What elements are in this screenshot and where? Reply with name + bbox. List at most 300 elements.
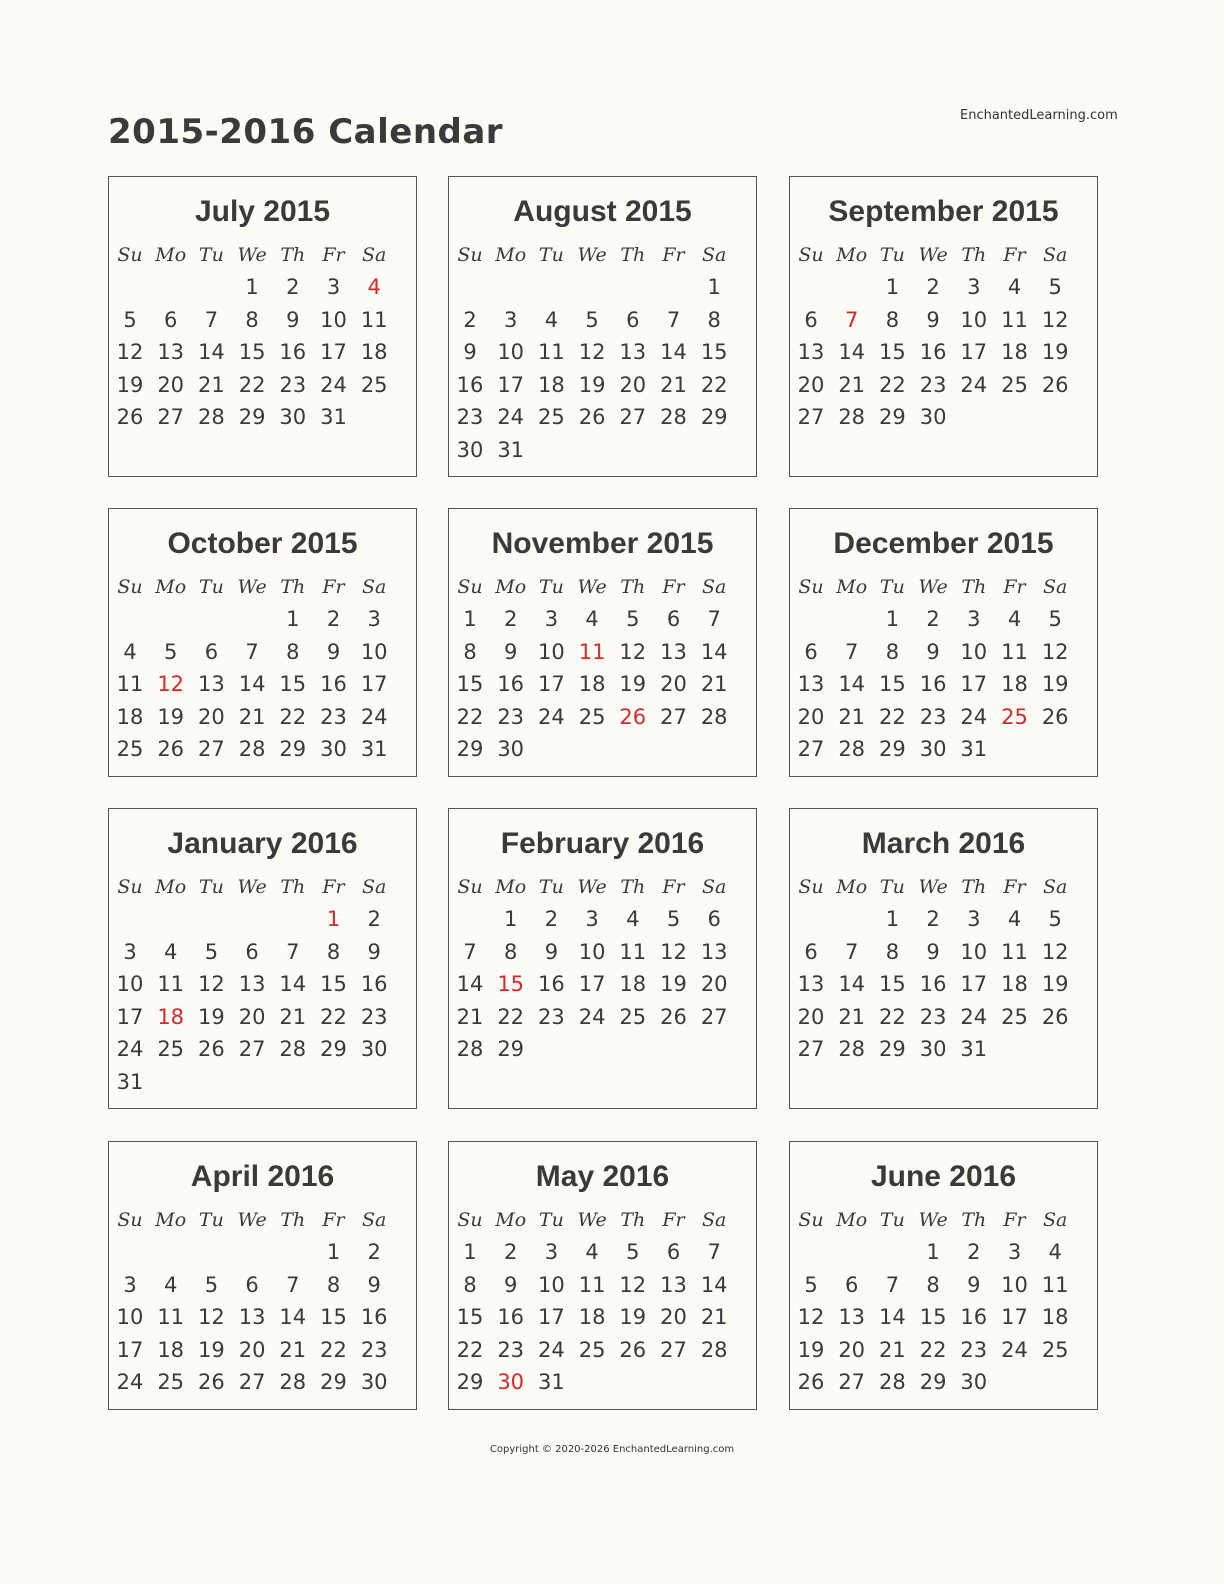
date-cell: 21: [660, 372, 687, 397]
date-cell: 1: [463, 1240, 477, 1264]
weekday-label: Tu: [198, 576, 224, 598]
date-cell: 3: [123, 1272, 137, 1297]
date-cell: 6: [245, 939, 259, 964]
date-cell: 5: [123, 307, 137, 332]
date-cell: 29: [497, 1037, 525, 1062]
holiday-date: 15: [497, 972, 525, 997]
date-cell: 4: [544, 307, 559, 332]
date-cell: 7: [245, 639, 259, 664]
date-cell: 2: [926, 607, 940, 631]
date-cell: 29: [320, 1370, 347, 1395]
weekday-label: We: [918, 576, 948, 598]
date-cell: 7: [707, 607, 721, 631]
date-cell: 18: [578, 672, 606, 697]
weekday-label: We: [577, 576, 607, 598]
date-cell: 14: [838, 340, 866, 365]
weekday-label: Fr: [322, 576, 345, 598]
date-cell: 12: [660, 939, 687, 964]
date-cell: 16: [919, 340, 947, 365]
date-cell: 11: [578, 1272, 606, 1297]
date-cell: 27: [198, 737, 225, 762]
month-title: April 2016: [190, 1160, 335, 1193]
date-cell: 22: [700, 372, 728, 397]
date-cell: 13: [797, 972, 825, 997]
date-cell: 2: [926, 907, 940, 931]
date-cell: 16: [919, 672, 947, 697]
weekday-label: We: [918, 244, 948, 266]
weekday-label: Fr: [1003, 876, 1026, 898]
holiday-date: 26: [619, 704, 647, 729]
date-cell: 10: [960, 639, 988, 664]
date-cell: 7: [286, 939, 300, 964]
date-cell: 5: [204, 1272, 219, 1297]
date-cell: 28: [838, 1037, 866, 1062]
date-cell: 30: [360, 1370, 388, 1395]
date-cell: 5: [1048, 607, 1062, 631]
date-cell: 9: [926, 639, 940, 664]
date-cell: 4: [164, 1272, 178, 1297]
date-cell: 10: [960, 939, 988, 964]
weekday-label: Sa: [362, 1209, 387, 1231]
date-cell: 2: [504, 1240, 518, 1264]
date-cell: 8: [326, 1272, 341, 1297]
date-cell: 25: [1041, 1337, 1069, 1362]
weekday-label: Mo: [155, 244, 187, 266]
weekday-label: Fr: [662, 876, 685, 898]
weekday-label: Su: [457, 576, 483, 598]
date-cell: 23: [320, 704, 347, 729]
date-cell: 25: [619, 1004, 647, 1029]
date-cell: 15: [320, 1305, 347, 1330]
weekday-label: Tu: [538, 876, 564, 898]
date-cell: 29: [238, 405, 266, 430]
date-cell: 23: [360, 1337, 388, 1362]
date-cell: 6: [804, 639, 818, 664]
date-cell: 23: [538, 1004, 565, 1029]
month-calendar: [108, 808, 417, 1109]
date-cell: 18: [1001, 340, 1028, 365]
date-cell: 16: [538, 972, 565, 997]
weekday-label: Tu: [538, 1209, 564, 1231]
weekday-label: Th: [961, 576, 987, 598]
weekday-label: Th: [280, 876, 306, 898]
date-cell: 26: [1041, 372, 1069, 397]
date-cell: 8: [885, 307, 900, 332]
date-cell: 10: [497, 340, 525, 365]
date-cell: 20: [797, 1004, 825, 1029]
date-cell: 9: [926, 939, 940, 964]
date-cell: 21: [238, 704, 266, 729]
date-cell: 13: [660, 1272, 687, 1297]
date-cell: 24: [360, 704, 388, 729]
month-calendar: [789, 508, 1098, 777]
date-cell: 8: [463, 1272, 477, 1297]
date-cell: 22: [456, 1337, 484, 1362]
weekday-label: Fr: [1003, 1209, 1026, 1231]
date-cell: 8: [286, 639, 300, 664]
date-cell: 10: [538, 639, 565, 664]
date-cell: 5: [626, 607, 640, 631]
date-cell: 5: [204, 939, 219, 964]
date-cell: 25: [116, 737, 144, 762]
date-cell: 19: [198, 1004, 225, 1029]
date-cell: 26: [1041, 704, 1069, 729]
date-cell: 26: [198, 1037, 225, 1062]
month-calendar: [448, 508, 757, 777]
weekday-label: Tu: [538, 244, 564, 266]
date-cell: 13: [700, 939, 728, 964]
date-cell: 17: [960, 672, 988, 697]
date-cell: 23: [960, 1337, 988, 1362]
date-cell: 21: [700, 1305, 728, 1330]
date-cell: 10: [578, 939, 606, 964]
month-title: January 2016: [167, 827, 358, 860]
date-cell: 19: [1041, 972, 1069, 997]
weekday-label: Th: [280, 244, 306, 266]
date-cell: 10: [360, 639, 388, 664]
date-cell: 23: [919, 372, 947, 397]
date-cell: 11: [1001, 639, 1028, 664]
date-cell: 10: [116, 1305, 144, 1330]
weekday-label: Th: [280, 576, 306, 598]
month-title: October 2015: [167, 527, 358, 560]
date-cell: 31: [360, 737, 388, 762]
date-cell: 23: [919, 704, 947, 729]
date-cell: 1: [504, 907, 518, 931]
date-cell: 30: [456, 438, 484, 462]
date-cell: 30: [960, 1370, 988, 1395]
date-cell: 4: [1048, 1240, 1062, 1264]
page-title: 2015-2016 Calendar: [108, 112, 504, 152]
date-cell: 17: [360, 672, 388, 697]
date-cell: 29: [320, 1037, 347, 1062]
date-cell: 19: [797, 1337, 825, 1362]
weekday-label: Sa: [702, 244, 727, 266]
date-cell: 1: [286, 607, 300, 631]
date-cell: 15: [919, 1305, 947, 1330]
month-title: August 2015: [513, 195, 692, 228]
date-cell: 23: [456, 405, 484, 430]
weekday-label: Su: [457, 1209, 483, 1231]
date-cell: 27: [238, 1037, 266, 1062]
date-cell: 23: [360, 1004, 388, 1029]
date-cell: 21: [879, 1337, 906, 1362]
date-cell: 20: [660, 1305, 687, 1330]
date-cell: 25: [360, 372, 388, 397]
date-cell: 20: [198, 704, 225, 729]
date-cell: 9: [286, 307, 300, 332]
date-cell: 22: [279, 704, 307, 729]
date-cell: 16: [960, 1305, 988, 1330]
month-title: December 2015: [833, 527, 1054, 560]
date-cell: 29: [879, 737, 906, 762]
weekday-label: Mo: [155, 876, 187, 898]
month-calendar: [789, 808, 1098, 1109]
date-cell: 24: [578, 1004, 606, 1029]
date-cell: 27: [797, 1037, 825, 1062]
date-cell: 20: [157, 372, 185, 397]
date-cell: 11: [360, 307, 388, 332]
weekday-label: Th: [961, 876, 987, 898]
date-cell: 12: [198, 972, 225, 997]
holiday-date: 4: [367, 275, 381, 299]
date-cell: 14: [700, 1272, 728, 1297]
weekday-label: We: [237, 576, 267, 598]
weekday-label: We: [918, 1209, 948, 1231]
date-cell: 29: [700, 405, 728, 430]
weekday-label: Mo: [836, 1209, 868, 1231]
weekday-label: Mo: [495, 244, 527, 266]
date-cell: 26: [797, 1370, 825, 1395]
date-cell: 16: [456, 372, 484, 397]
date-cell: 19: [619, 672, 647, 697]
date-cell: 19: [1041, 672, 1069, 697]
date-cell: 9: [926, 307, 940, 332]
date-cell: 17: [320, 340, 347, 365]
date-cell: 29: [456, 737, 484, 762]
date-cell: 31: [320, 405, 347, 430]
date-cell: 6: [845, 1272, 859, 1297]
weekday-label: We: [237, 1209, 267, 1231]
holiday-date: 30: [497, 1370, 525, 1395]
date-cell: 11: [116, 672, 144, 697]
date-cell: 12: [116, 340, 144, 365]
date-cell: 5: [1048, 275, 1062, 299]
weekday-label: Mo: [836, 576, 868, 598]
date-cell: 7: [463, 939, 477, 964]
date-cell: 3: [967, 907, 981, 931]
date-cell: 14: [279, 1305, 307, 1330]
month-title: June 2016: [870, 1160, 1017, 1193]
weekday-label: Th: [620, 1209, 646, 1231]
date-cell: 15: [700, 340, 728, 365]
date-cell: 11: [538, 340, 565, 365]
date-cell: 3: [585, 907, 599, 931]
date-cell: 9: [504, 1272, 518, 1297]
date-cell: 20: [838, 1337, 866, 1362]
month-calendar: [448, 176, 757, 477]
date-cell: 21: [700, 672, 728, 697]
date-cell: 18: [1001, 672, 1028, 697]
date-cell: 28: [660, 405, 687, 430]
date-cell: 24: [538, 1337, 565, 1362]
date-cell: 15: [879, 972, 906, 997]
date-cell: 20: [797, 704, 825, 729]
date-cell: 1: [885, 275, 900, 299]
date-cell: 13: [157, 340, 185, 365]
date-cell: 30: [919, 737, 947, 762]
date-cell: 30: [497, 737, 525, 762]
date-cell: 21: [279, 1337, 307, 1362]
date-cell: 17: [538, 1305, 565, 1330]
date-cell: 4: [123, 639, 137, 664]
weekday-label: Th: [620, 576, 646, 598]
month-calendar: [108, 1141, 417, 1410]
date-cell: 15: [456, 1305, 484, 1330]
weekday-label: Th: [961, 1209, 987, 1231]
date-cell: 4: [1007, 907, 1022, 931]
weekday-label: Th: [961, 244, 987, 266]
date-cell: 18: [1041, 1305, 1069, 1330]
date-cell: 1: [885, 607, 900, 631]
date-cell: 15: [879, 672, 906, 697]
date-cell: 17: [960, 972, 988, 997]
weekday-label: Fr: [322, 876, 345, 898]
date-cell: 21: [279, 1004, 307, 1029]
date-cell: 25: [578, 1337, 606, 1362]
weekday-label: Sa: [1043, 244, 1068, 266]
weekday-label: Mo: [155, 1209, 187, 1231]
date-cell: 20: [660, 672, 687, 697]
date-cell: 27: [660, 704, 687, 729]
date-cell: 26: [660, 1004, 687, 1029]
date-cell: 3: [544, 607, 559, 631]
date-cell: 6: [804, 307, 818, 332]
date-cell: 14: [838, 672, 866, 697]
site-name: EnchantedLearning.com: [960, 108, 1118, 123]
date-cell: 18: [157, 1337, 185, 1362]
date-cell: 26: [619, 1337, 647, 1362]
month-title: May 2016: [535, 1160, 670, 1193]
date-cell: 29: [879, 405, 906, 430]
date-cell: 3: [1007, 1240, 1022, 1264]
date-cell: 30: [919, 1037, 947, 1062]
date-cell: 19: [619, 1305, 647, 1330]
date-cell: 31: [960, 737, 988, 762]
date-cell: 15: [879, 340, 906, 365]
date-cell: 7: [204, 307, 219, 332]
date-cell: 18: [1001, 972, 1028, 997]
date-cell: 27: [700, 1004, 728, 1029]
date-cell: 9: [367, 1272, 381, 1297]
date-cell: 15: [279, 672, 307, 697]
date-cell: 2: [967, 1240, 981, 1264]
weekday-label: Fr: [1003, 576, 1026, 598]
date-cell: 27: [157, 405, 185, 430]
weekday-label: Tu: [198, 876, 224, 898]
date-cell: 9: [367, 939, 381, 964]
date-cell: 31: [960, 1037, 988, 1062]
date-cell: 18: [116, 704, 144, 729]
date-cell: 12: [797, 1305, 825, 1330]
date-cell: 8: [707, 307, 721, 332]
date-cell: 14: [238, 672, 266, 697]
date-cell: 20: [700, 972, 728, 997]
date-cell: 10: [116, 972, 144, 997]
holiday-date: 18: [157, 1004, 185, 1029]
date-cell: 18: [578, 1305, 606, 1330]
date-cell: 11: [1001, 307, 1028, 332]
date-cell: 5: [1048, 907, 1062, 931]
date-cell: 29: [456, 1370, 484, 1395]
month-calendar: [789, 1141, 1098, 1410]
date-cell: 28: [198, 405, 225, 430]
date-cell: 30: [279, 405, 307, 430]
date-cell: 27: [619, 405, 647, 430]
month-title: September 2015: [828, 195, 1059, 228]
date-cell: 11: [157, 972, 185, 997]
weekday-label: Fr: [322, 244, 345, 266]
date-cell: 5: [585, 307, 599, 332]
date-cell: 22: [456, 704, 484, 729]
date-cell: 3: [367, 607, 381, 631]
date-cell: 5: [164, 639, 178, 664]
weekday-label: Th: [620, 244, 646, 266]
date-cell: 24: [116, 1370, 144, 1395]
date-cell: 14: [456, 972, 484, 997]
date-cell: 28: [700, 704, 728, 729]
month-title: November 2015: [491, 527, 714, 560]
date-cell: 23: [279, 372, 307, 397]
date-cell: 16: [320, 672, 347, 697]
date-cell: 2: [926, 275, 940, 299]
date-cell: 9: [504, 639, 518, 664]
weekday-label: We: [577, 244, 607, 266]
date-cell: 16: [919, 972, 947, 997]
date-cell: 22: [879, 372, 906, 397]
date-cell: 25: [1001, 1004, 1028, 1029]
date-cell: 11: [619, 939, 647, 964]
date-cell: 28: [879, 1370, 906, 1395]
month-title: July 2015: [194, 195, 331, 228]
weekday-label: Tu: [879, 876, 905, 898]
date-cell: 19: [660, 972, 687, 997]
date-cell: 24: [320, 372, 347, 397]
date-cell: 25: [157, 1370, 185, 1395]
date-cell: 11: [157, 1305, 185, 1330]
date-cell: 9: [967, 1272, 981, 1297]
month-title: February 2016: [500, 827, 705, 860]
weekday-label: Fr: [662, 1209, 685, 1231]
date-cell: 21: [198, 372, 225, 397]
date-cell: 12: [1041, 939, 1069, 964]
date-cell: 21: [838, 1004, 866, 1029]
date-cell: 10: [960, 307, 988, 332]
date-cell: 4: [585, 1240, 599, 1264]
weekday-label: We: [577, 876, 607, 898]
date-cell: 22: [320, 1004, 347, 1029]
weekday-label: Su: [798, 1209, 824, 1231]
date-cell: 4: [585, 607, 599, 631]
weekday-label: Su: [117, 576, 143, 598]
date-cell: 5: [804, 1272, 818, 1297]
date-cell: 14: [879, 1305, 906, 1330]
date-cell: 27: [838, 1370, 866, 1395]
date-cell: 19: [116, 372, 144, 397]
date-cell: 22: [497, 1004, 525, 1029]
date-cell: 20: [238, 1337, 266, 1362]
date-cell: 1: [463, 607, 477, 631]
date-cell: 18: [360, 340, 388, 365]
date-cell: 24: [960, 704, 988, 729]
date-cell: 13: [238, 972, 266, 997]
date-cell: 23: [497, 704, 525, 729]
date-cell: 1: [326, 1240, 341, 1264]
date-cell: 13: [797, 672, 825, 697]
date-cell: 26: [578, 405, 606, 430]
weekday-label: Sa: [702, 876, 727, 898]
month-title: March 2016: [861, 827, 1026, 860]
weekday-label: Mo: [155, 576, 187, 598]
date-cell: 6: [666, 1240, 681, 1264]
holiday-date: 11: [578, 639, 606, 664]
weekday-label: Mo: [495, 876, 527, 898]
date-cell: 22: [879, 704, 906, 729]
date-cell: 27: [238, 1370, 266, 1395]
date-cell: 11: [1041, 1272, 1069, 1297]
date-cell: 8: [926, 1272, 940, 1297]
date-cell: 24: [538, 704, 565, 729]
